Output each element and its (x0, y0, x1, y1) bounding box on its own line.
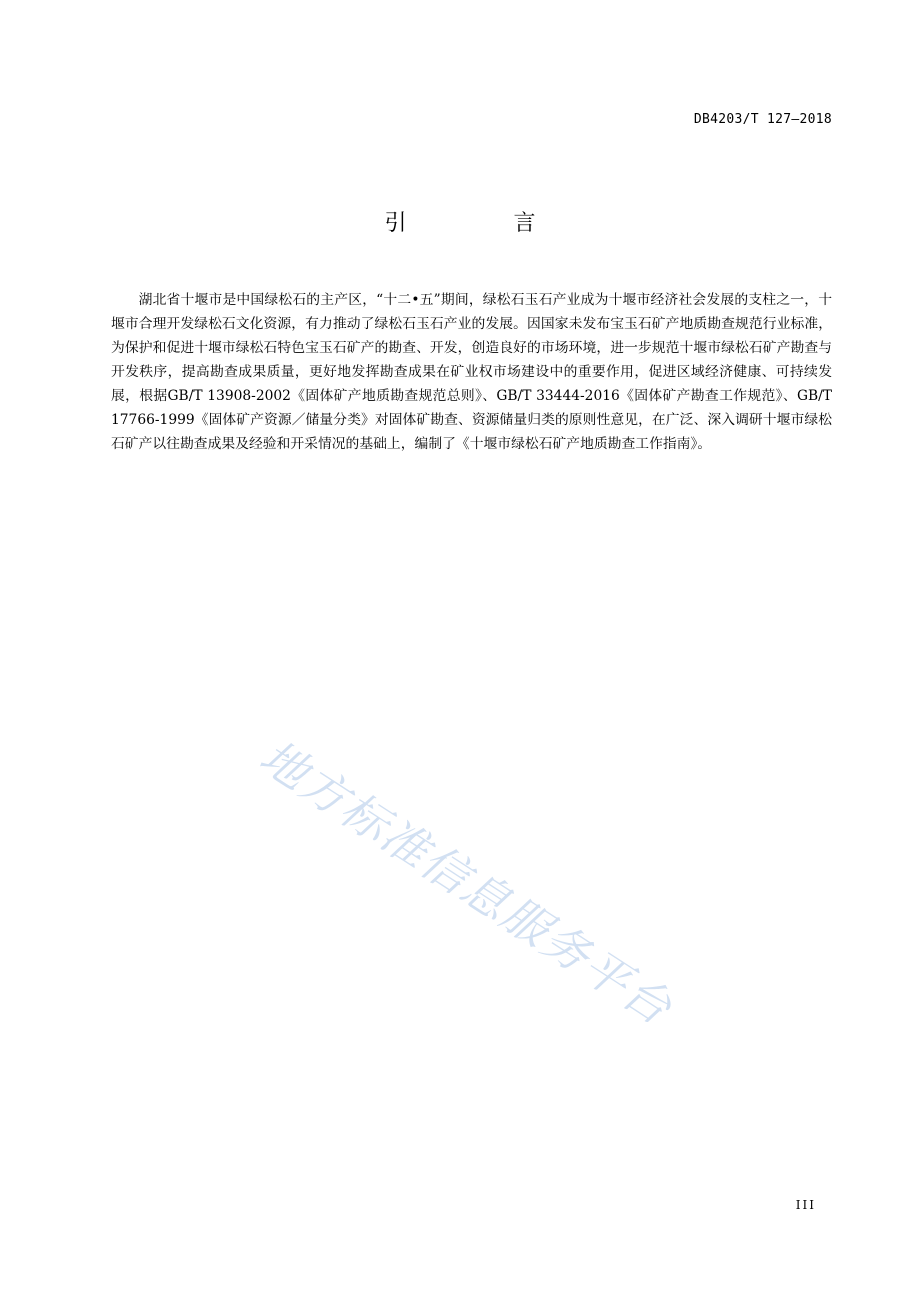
section-title: 引 言 (384, 211, 586, 236)
introduction-paragraph: 湖北省十堰市是中国绿松石的主产区，“十二•五”期间，绿松石玉石产业成为十堰市经济社会发展的支柱之一，十堰市合理开发绿松石文化资源，有力推动了绿松石玉石产业的发展。因国家未发布宝玉石矿产地质勘查规范行业标准，为保护和促进十堰市绿松石特色宝玉石矿产的勘查、开发，创造良好的市场环境，进一步规范十堰市绿松石矿产勘查与开发秩序，提高勘查成果质量，更好地发挥勘查成果在矿业权市场建设中的重要作用，促进区域经济健康、可持续发展，根据GB/T 13908-2002《固体矿产地质勘查规范总则》、GB/T 33444-2016《固体矿产勘查工作规范》、GB/T 17766-1999《固体矿产资源／储量分类》对固体矿勘查、资源储量归类的原则性意见，在广泛、深入调研十堰市绿松石矿产以往勘查成果及经验和开采情况的基础上，编制了《十堰市绿松石矿产地质勘查工作指南》。 (111, 292, 832, 452)
standard-code: DB4203/T 127—2018 (693, 112, 832, 127)
page-number: III (795, 1198, 816, 1212)
watermark-text: 地方标准信息服务平台 (250, 729, 683, 1036)
